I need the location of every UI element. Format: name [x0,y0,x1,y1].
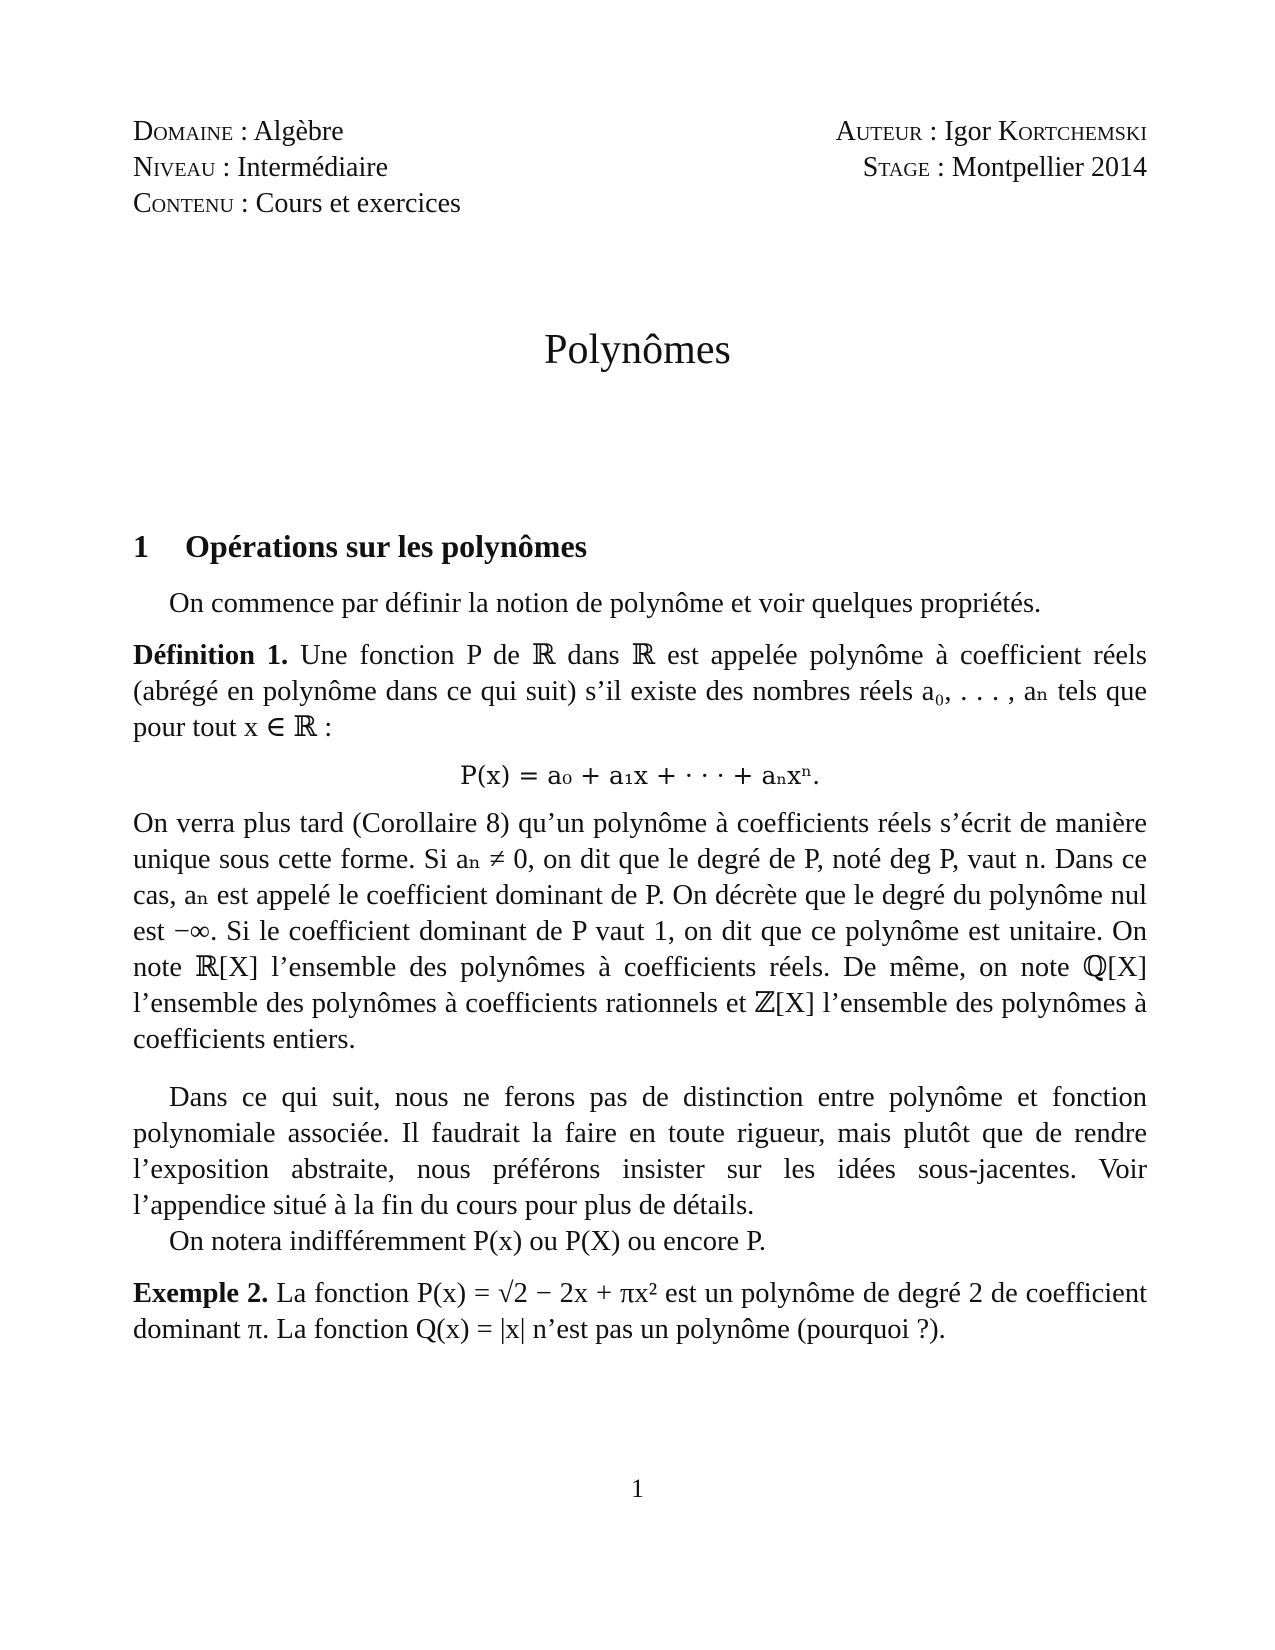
author-line: Auteur : Igor Kortchemski [835,116,1147,147]
distinction-paragraph: Dans ce qui suit, nous ne ferons pas de distinction entre polynôme et fonction polynomiale associée. Il faudrait la faire en toute rigueur, mais plutôt que de rendre l’exposition abstraite, nous préférons insister sur les idées sous-jacentes. Voir l’appendice situé à la fin du cours pour plus de détails. [133,1082,1147,1221]
author-label: Auteur [835,116,923,147]
example-label: Exemple 2. [133,1278,269,1309]
domain-line: Domaine : Algèbre [133,116,344,147]
section-heading [133,528,587,565]
intro-paragraph: On commence par définir la notion de polynôme et voir quelques propriétés. [169,588,1042,619]
author-first-name: Igor [944,116,991,147]
content-line: Contenu : Cours et exercices [133,188,461,219]
domain-value: Algèbre [253,116,344,147]
header-left [133,114,461,222]
author-last-name: Kortchemski [997,116,1147,147]
definition-text: Une fonction P de ℝ dans ℝ est appelée polynôme à coefficient réels (abrégé en polynôme dans ce qui suit) s’il existe des nombres réels a₀, . . . , aₙ tels que pour tout x ∈ ℝ : [133,640,1148,743]
content-value: Cours et exercices [255,188,461,219]
page-title: Polynômes [544,327,731,373]
body-text [133,586,1147,1348]
level-value: Intermédiaire [237,152,389,183]
definition-formula: P(x) = a₀ + a₁x + · · · + aₙxⁿ. [459,761,821,790]
stage-label: Stage [862,152,931,183]
level-label: Niveau [133,152,216,183]
example-block [133,1276,1147,1348]
degree-paragraph: On verra plus tard (Corollaire 8) qu’un polynôme à coefficients réels s’écrit de manière unique sous cette forme. Si aₙ ≠ 0, on dit que le degré de P, noté deg P, vaut n. Dans ce cas, aₙ est appelé le coefficient dominant de P. On décrète que le degré du polynôme nul est −∞. Si le coefficient dominant de P vaut 1, on dit que ce polynôme est unitaire. On note ℝ[X] l’ensemble des polynômes à coefficients réels. De même, on note ℚ[X] l’ensemble des polynômes à coefficients rationnels et ℤ[X] l’ensemble des polynômes à coefficients entiers. [133,808,1147,1055]
content-label: Contenu [133,188,234,219]
header-right [836,114,1147,186]
definition-block [133,638,1147,746]
example-text: La fonction P(x) = √2 − 2x + πx² est un polynôme de degré 2 de coefficient dominant π. La fonction Q(x) = |x| n’est pas un polynôme (pourquoi ?). [133,1278,1148,1345]
stage-line: Stage : Montpellier 2014 [862,152,1147,183]
domain-label: Domaine [133,116,234,147]
page-number: 1 [631,1474,644,1503]
stage-value: Montpellier 2014 [951,152,1147,183]
section-title: Opérations sur les polynômes [185,528,588,564]
level-line: Niveau : Intermédiaire [133,152,389,183]
definition-label: Définition 1. [133,640,289,671]
section-number: 1 [133,528,149,564]
notation-paragraph: On notera indifféremment P(x) ou P(X) ou encore P. [169,1226,767,1257]
